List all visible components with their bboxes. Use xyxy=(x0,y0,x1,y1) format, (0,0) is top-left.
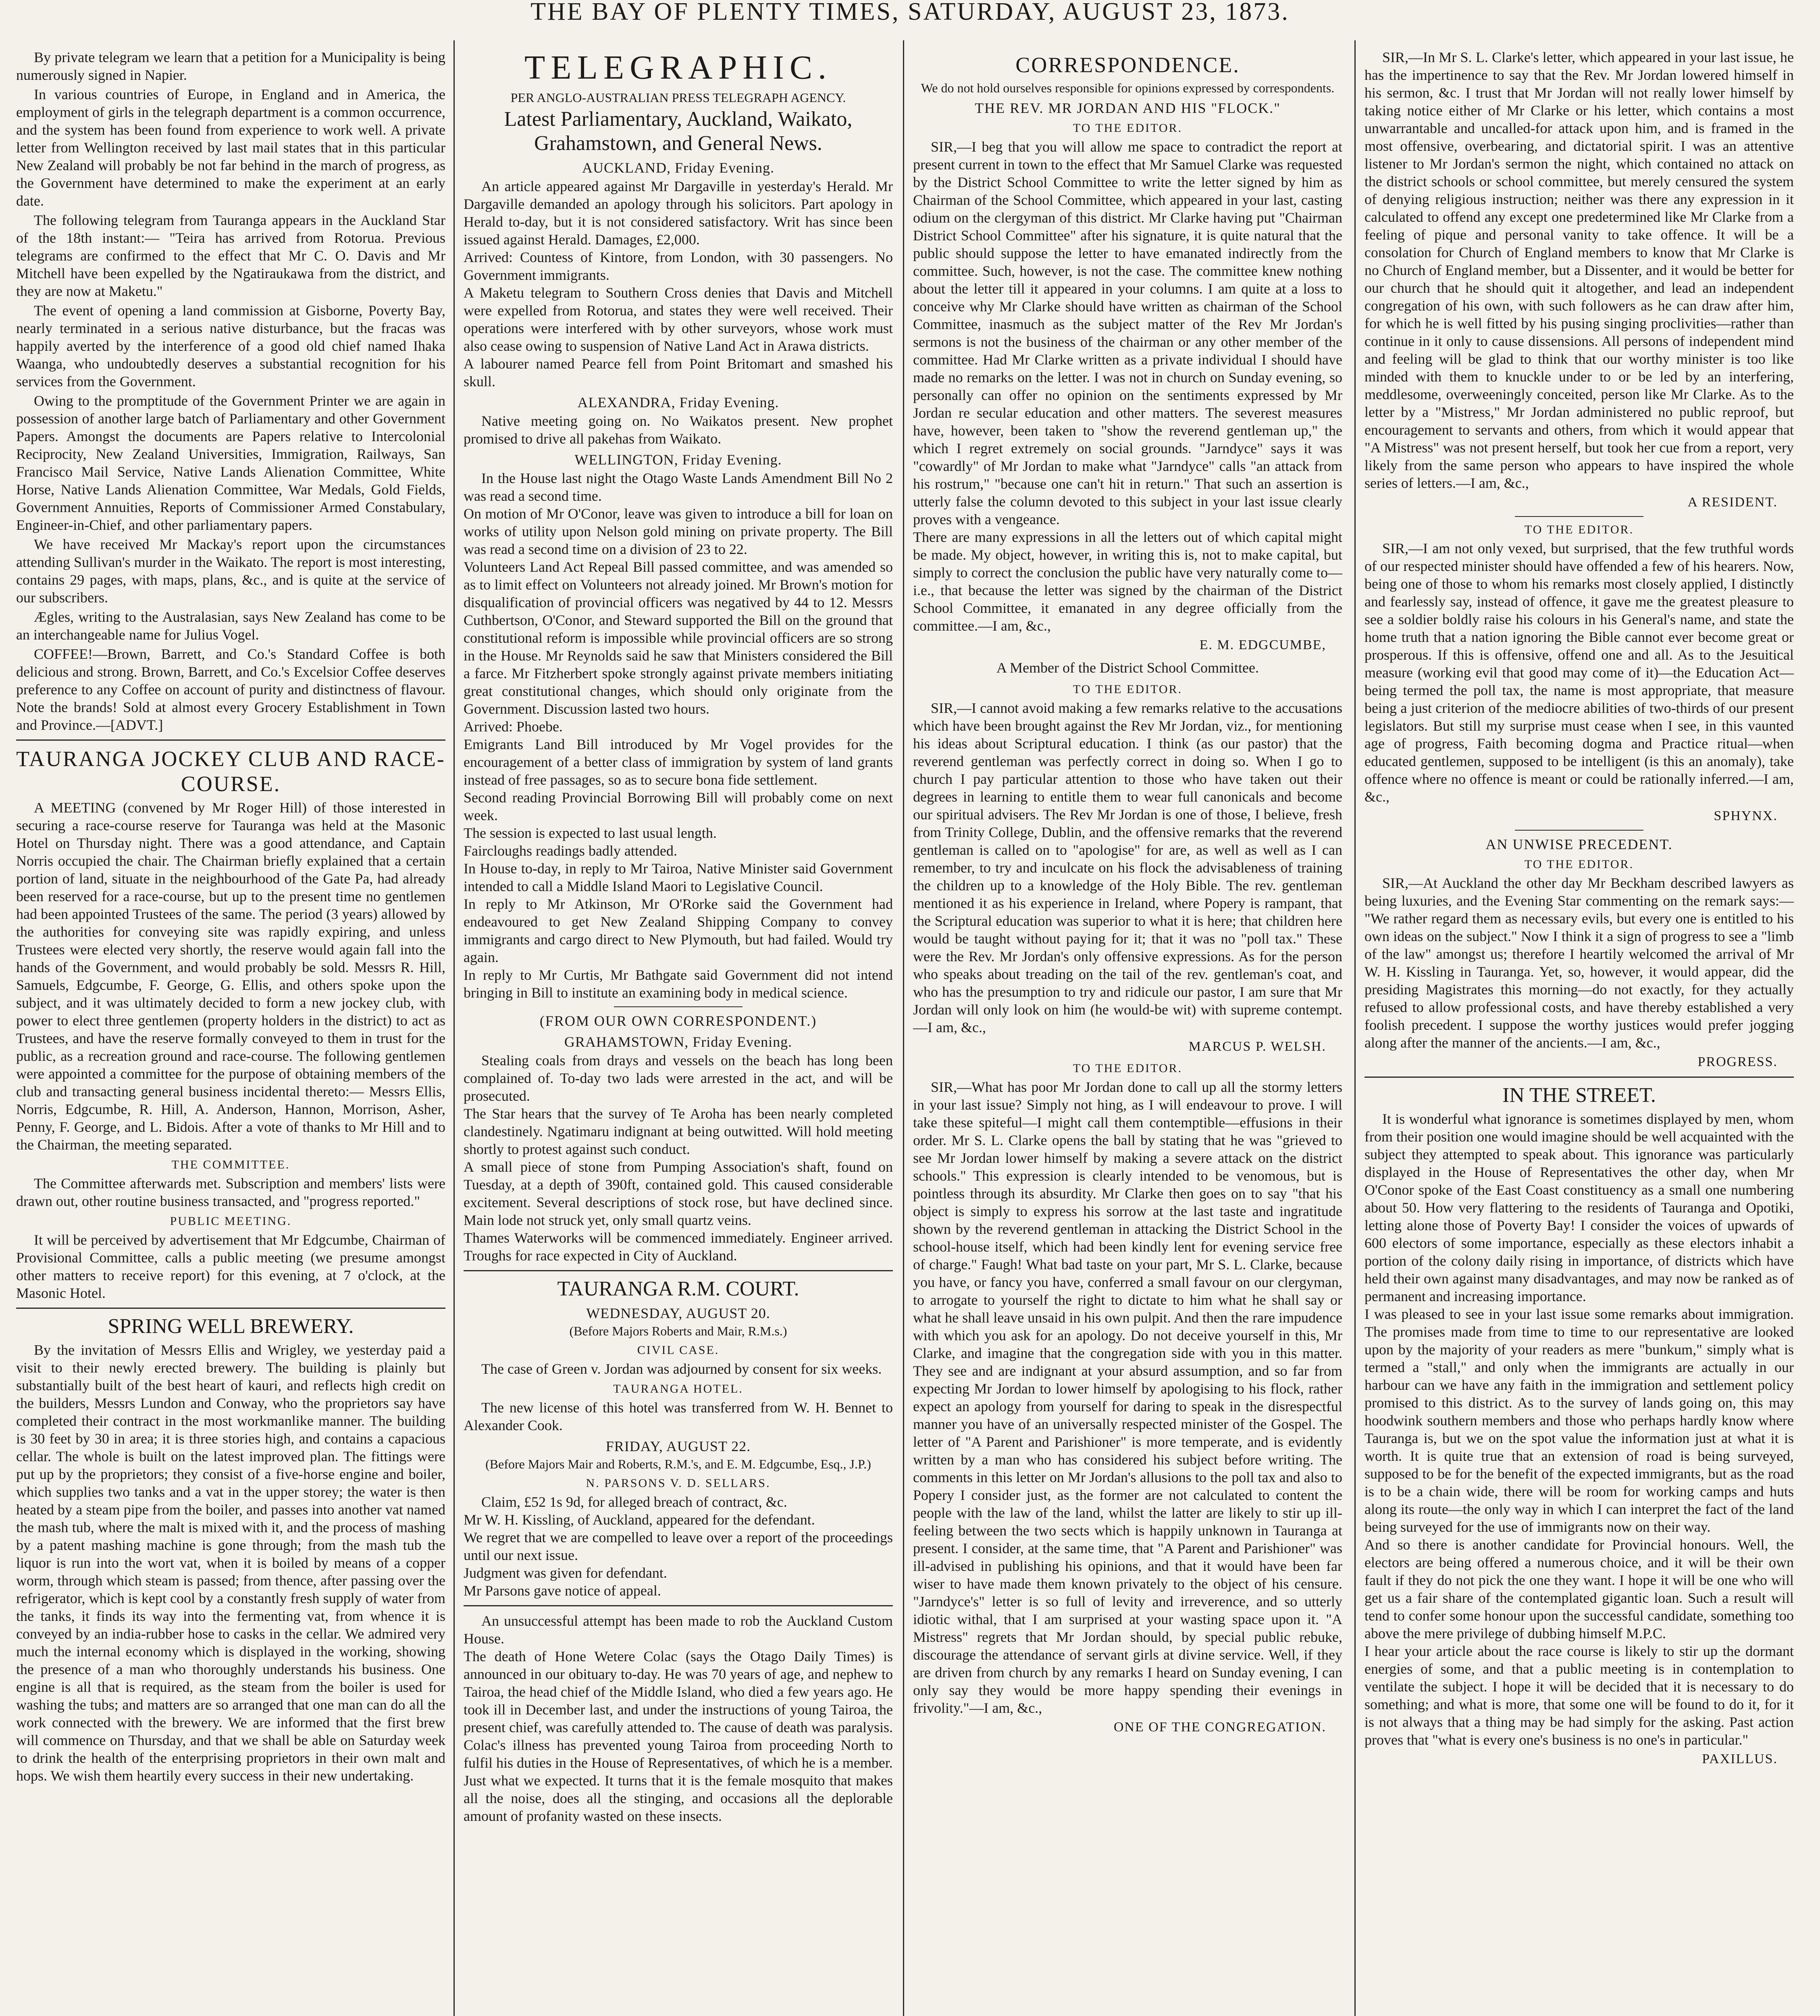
article-body: The Committee afterwards met. Subscription and members' lists were drawn out, other routine business transacted, and "progress reported." xyxy=(16,1175,445,1209)
to-the-editor: TO THE EDITOR. xyxy=(1073,121,1183,135)
article-body: In the House last night the Otago Waste Lands Amendment Bill No 2 was read a second time. On motion of Mr O'Conor, leave was given to introduce a bill for loan on works of utility upon Nelson gold mining on private property. The Bill was read a second time on a division of 23 to 22. Volunteers Land Act Repeal Bill passed committee, and was amended so as to limit effect on Volunteers not already joined. Mr Brown's motion for disqualification of provincial officers was negatived by 44 to 12. Messrs Cuthbertson, O'Conor, and Steward supported the Bill on the ground that constitutional reform is impossible while provincial officers are so strong in the House. Mr Reynolds said he saw that Ministers considered the Bill a farce. Mr Fitzherbert spoke strongly against private members initiating great constitutional changes, which should only originate from the Government. Discussion lasted two hours. Arrived: Phoebe. Emigrants Land Bill introduced by Mr Vogel provides for the encouragement of a better class of immigration by system of land grants instead of free passages, so as to secure bona fide settlement. Second reading Provincial Borrowing Bill will probably come on next week. The session is expected to last usual length. Faircloughs readings badly attended. In House to-day, in reply to Mr Tairoa, Native Minister said Government intended to call a Middle Island Maori to Legislative Council. In reply to Mr Atkinson, Mr O'Rorke said the Government had endeavoured to get New Zealand Shipping Company to convey immigrants and cargo direct to New Plymouth, but had failed. Would try again. In reply to Mr Curtis, Mr Bathgate said Government did not intend bringing in Bill to institute an examining body in medical science. xyxy=(464,470,893,1001)
case-subhead: N. PARSONS V. D. SELLARS. xyxy=(586,1477,771,1490)
signature: E. M. EDGCUMBE, xyxy=(1199,637,1326,652)
signature-title: A Member of the District School Committee. xyxy=(996,660,1259,676)
dateline-alexandra: ALEXANDRA, Friday Evening. xyxy=(577,394,779,410)
dateline-wellington: WELLINGTON, Friday Evening. xyxy=(574,452,782,468)
article-body: An unsuccessful attempt has been made to rob the Auckland Custom House. The death of Hone Wetere Colac (says the Otago Daily Times) is announced in our obituary to-day. He was 70 years of age, and nephew to Tairoa, the head chief of the Middle Island, who died a few years ago. He took ill in December last, and under the instructions of young Tairoa, the present chief, was carefully attended to. The cause of death was paralysis. Colac's illness has prevented young Tairoa from proceeding North to fulfil his duties in the House of Representatives, of which he is a member. Just what we expected. It turns that it is the female mosquito that makes all the noise, does all the stinging, and occasions all the deplorable amount of profanity wasted on these insects. xyxy=(464,1613,893,1824)
unwise-precedent-headline: AN UNWISE PRECEDENT. xyxy=(1485,836,1673,852)
dateline-grahamstown: GRAHAMSTOWN, Friday Evening. xyxy=(564,1034,792,1050)
column-rule xyxy=(903,40,904,2016)
column-2 xyxy=(464,48,896,2016)
letter-body: SIR,—What has poor Mr Jordan done to call up all the stormy letters in your last issue? Simply not hing, as I will endeavour to prove. I will take these spiteful—I might call them contemptible—effusions in their order. Mr S. L. Clarke opens the ball by stating that he was "grieved to see Mr Jordan lower himself by making a severe attack on the district schools." This expression is clearly intended to be venomous, but is pointless through its absurdity. Mr Clarke then goes on to say "that his object is simply to express his sorrow at the last taste and ingratitude shown by the reverend gentleman in attacking the District School in the school-house itself, which had been kindly lent for evening service free of charge." Faugh! What bad taste on your part, Mr S. L. Clarke, because you have, or fancy you have, conferred a small favour on our clergyman, to arrogate to yourself the right to dictate to him what he shall say or what he shall leave unsaid in his own pulpit. And then the rare impudence with which you ask for an apology. Do not deceive yourself in this, Mr Clarke, and imagine that the congregation side with you in this matter. They see and are indignant at your absurd assumption, and so far from expecting Mr Jordan to lower himself by apologising to his flock, rather expect an apology from yourself for daring to speak in the disrespectful manner you have of an universally respected minister of the Gospel. The letter of "A Parent and Parishioner" is more temperate, and is evidently written by a man who has considered his subject before writing. The comments in this letter on Mr Jordan's allusions to the poll tax and also to Popery I consider just, as the former are not calculated to content the people with the law of the land, whilst the latter are likely to stir up ill-feeling between the two sects which is happily unknown in Tauranga at present. I consider, at the same time, that "A Parent and Parishioner" was ill-advised in publishing his opinions, and that it would have been far wiser to have made them known privately to the object of his censure. "Jarndyce's" letter is so full of levity and irreverence, and so utterly idiotic withal, that I am surprised at your wasting space upon it. "A Mistress" regrets that Mr Jordan should, by special public rebuke, discourage the attendance of servant girls at divine service. Well, if they are driven from church by any remarks I heard on Sunday evening, I can only say they would be more happy spending their evenings in frivolity."—I am, &c., xyxy=(913,1079,1342,1716)
letter-body: SIR,—I cannot avoid making a few remarks relative to the accusations which have been brought against the Rev Mr Jordan, viz., for mentioning his ideas about Scriptural education. I think (as our pastor) that the reverend gentleman was perfectly correct in doing so. When I go to church I pay particular attention to those who have taken out their degrees in learning to entitle them to wear full canonicals and become our spiritual advisers. The Rev Mr Jordan is one of those, I believe, fresh from Trinity College, Dublin, and the offensive remarks that the reverend gentleman is called on to "apologise" for are, as well as well as I can remember, to try and inculcate on his flock the advisableness of training the children up to a knowledge of the Holy Bible. The rev. gentleman mentioned it as his experience in Ireland, where Popery is rampant, that the Scriptural education was superior to what it is here; that children here would be taught without paying for it; that it was no "poll tax." These were the Rev. Mr Jordan's only offensive expressions. As for the person who speaks about treading on the tail of the rev. gentleman's coat, and who has the presumption to try and ridicule our pastor, I am sure that Mr Jordan will only look on him (he would-be wit) with supreme contempt.—I am, &c., xyxy=(913,700,1342,1035)
article-body: The case of Green v. Jordan was adjourned by consent for six weeks. xyxy=(481,1361,882,1377)
paragraph: In various countries of Europe, in England and in America, the employment of girls in the telegraph department is a common occurrence, and the system has been found from experience to work well. A private letter from Wellington received by last mail states that in this particular New Zealand will probably be not far behind in the march of progress, as the Government have determined to make the experiment at an early date. xyxy=(16,86,445,209)
paragraph: By private telegram we learn that a petition for a Municipality is being numerously signed in Napier. xyxy=(16,49,445,83)
own-correspondent-line: (FROM OUR OWN CORRESPONDENT.) xyxy=(539,1013,817,1029)
public-meeting-subhead: PUBLIC MEETING. xyxy=(170,1214,292,1228)
divider xyxy=(16,1308,445,1309)
to-the-editor: TO THE EDITOR. xyxy=(1073,683,1183,696)
letter-body: SIR,—I beg that you will allow me space to contradict the report at present current in town to the effect that Mr Samuel Clarke was requested by the District School Committee to write the letter signed by him as Chairman of the School Committee, which appeared in your last, casting odium on the clergyman of this district. Mr Clarke having put "Chairman District School Committee" after his signature, it is quite natural that the public should suppose the letter to have emanated indirectly from the committee. Such, however, is not the case. The committee knew nothing about the letter till it appeared in your columns. I am quite at a loss to conceive why Mr Clarke should have written as chairman of the School Committee, inasmuch as the subject matter of the Rev Mr Jordan's sermons is not the business of the chairman or any other member of the committee. Had Mr Clarke written as a private individual I should have made no remarks on the letter. I was not in church on Sunday evening, so personally can offer no opinion on the sentiments expressed by Mr Jordan re secular education and other matters. The severest measures have, however, been taken to "show the reverend gentleman up," the which I regret extremely on social grounds. "Jarndyce" says it was "cowardly" of Mr Jordan to make what "Jarndyce" calls "an attack from his rostrum," "because one can't hit in return." That such an assertion is utterly false the column devoted to this subject in your last issue clearly proves with a vengeance. There are many expressions in all the letters out of which capital might be made. My object, however, in writing this is, not to make capital, but simply to correct the conclusion the public have very naturally come to—i.e., that because the letter was signed by the chairman of the District School Committee, it emanated in any degree officially from the committee.—I am, &c., xyxy=(913,139,1342,634)
column-3 xyxy=(913,48,1342,2016)
dateline-auckland: AUCKLAND, Friday Evening. xyxy=(582,160,774,176)
letter-body: SIR,—In Mr S. L. Clarke's letter, which appeared in your last issue, he has the impertinence to say that the Rev. Mr Jordan lowered himself in his sermon, &c. I trust that Mr Jordan will not really lower himself by taking notice either of Mr Clarke or his letter, which contains a most unwarrantable and uncalled-for attack upon him, and is framed in the most offensive, overbearing, and dictatorial spirit. I was an attentive listener to Mr Jordan's sermon the night, which contained no attack on the district schools or school committee, but merely censured the system of denying religious instruction; neither was there any expression in it calculated to offend any except one predetermined like Mr Clarke from a feeling of pique and personal vanity to take offence. It will be a consolation for Church of England members to know that Mr Clarke is no Church of England member, but a Dissenter, and it would be better for our church that he should quit it altogether, and lead an independent congregation of his own, with such followers as he can draw after him, for which he is well fitted by his pusing singing proclivities—rather than continue in it only to cause dissensions. All persons of independent mind and feeling will be glad to think that our worthy minister is too like minded with them to knuckle under to or be led by an interfering, meddlesome, overweeningly conceited, person like Mr Clarke. As to the letter by a "Mistress," Mr Jordan administered no public reproof, but encouragement to servants and others, from which it would appear that "A Mistress" was not present herself, but took her cue from a report, very likely from the same person who appears to have inspired the whole series of letters.—I am, &c., xyxy=(1364,49,1794,491)
telegraphic-headline: TELEGRAPHIC. xyxy=(524,49,832,86)
brewery-headline: SPRING WELL BREWERY. xyxy=(108,1315,354,1338)
signature: PROGRESS. xyxy=(1697,1054,1778,1069)
divider xyxy=(1364,1077,1794,1078)
article-body: It is wonderful what ignorance is sometimes displayed by men, whom from their position one would imagine should be well acquainted with the subject they attempted to speak about. This ignorance was particularly displayed in the House of Representatives the other day, when Mr O'Conor spoke of the East Coast constituency as a small one numbering about 50. How very flattering to the residents of Tauranga and Opotiki, letting alone those of Poverty Bay! I consider the voices of upwards of 600 electors of some importance, especially as these electors inhabit a portion of the colony daily rising in importance, of districts which have held their own against many disadvantages, and may now be ranked as of permanent and increasing importance. I was pleased to see in your last issue some remarks about immigration. The promises made from time to time to our representative are looked upon by the majority of your readers as mere "bunkum," simply what is termed a "stall," and only when the immigrants are actually in our harbour can we have any faith in the immigration and settlement policy promised to this district. As to the survey of lands going on, this may hoodwink southern members and those who perhaps hardly know where Tauranga is, but we on the spot value the information just at what it is worth. It is quite true that an extension of road is being surveyed, supposed to be for the benefit of the expected immigrants, but as the road is to be a chain wide, there will be room for working camps and huts along its route—the only way in which I can interpret the fact of the land being surveyed for the use of immigrants now on their way. And so there is another candidate for Provincial honours. Well, the electors are being offered a numerous choice, and it will be their own fault if they do not pick the one they want. I hope it will be one who will get us a fair share of the contemplated gigantic loan. Such a result will tend to confer some honour upon the successful candidate, something too above the mere privilege of dubbing himself M.P.C. I hear your article about the race course is likely to stir up the dormant energies of some, and that a public meeting is in contemplation to ventilate the subject. I hope it will be decided that it is necessary to do something; and what is more, that some one will be found to do it, for it is not always that a thing may be had simply for the asking. Past action proves that "what is every one's business is no one's in particular." xyxy=(1364,1111,1794,1748)
divider xyxy=(464,1270,893,1271)
paragraph: Ægles, writing to the Australasian, says New Zealand has come to be an interchangeable name for Julius Vogel. xyxy=(16,609,445,643)
divider xyxy=(16,739,445,741)
civil-case-subhead: CIVIL CASE. xyxy=(637,1343,720,1357)
in-the-street-headline: IN THE STREET. xyxy=(1502,1084,1656,1107)
jockey-club-headline: TAURANGA JOCKEY CLUB AND RACE-COURSE. xyxy=(16,747,445,796)
court-bench: (Before Majors Mair and Roberts, R.M.'s, and E. M. Edgcumbe, Esq., J.P.) xyxy=(485,1457,871,1471)
column-rule xyxy=(453,40,455,2016)
to-the-editor: TO THE EDITOR. xyxy=(1524,858,1634,871)
signature: SPHYNX. xyxy=(1714,808,1778,823)
article-body: An article appeared against Mr Dargaville in yesterday's Herald. Mr Dargaville demanded an apology through his solicitors. Part apology in Herald to-day, but it is not considered satisfactory. Writ has since been issued against Herald. Damages, £2,000. Arrived: Countess of Kintore, from London, with 30 passengers. No Government immigrants. A Maketu telegram to Southern Cross denies that Davis and Mitchell were expelled from Rotorua, and states they were well received. Their operations were interfered with by other surveyors, whose work must also cease owing to suspension of Native Land Act in Arawa districts. A labourer named Pearce fell from Point Britomart and smashed his skull. xyxy=(464,178,893,389)
committee-subhead: THE COMMITTEE. xyxy=(171,1158,290,1171)
disclaimer: We do not hold ourselves responsible for opinions expressed by correspondents. xyxy=(921,81,1335,95)
court-bench: (Before Majors Roberts and Mair, R.M.s.) xyxy=(569,1324,787,1338)
advertisement: COFFEE!—Brown, Barrett, and Co.'s Standard Coffee is both delicious and strong. Brown, Barrett, and Co.'s Excelsior Coffee deserves preference to any Coffee on account of purity and distinctness of flavour. Note the brands! Sold at almost every Grocery Establishment in Town and Province.—[ADVT.] xyxy=(16,646,445,733)
telegraphic-subtitle: Latest Parliamentary, Auckland, Waikato, Grahamstown, and General News. xyxy=(504,108,853,155)
column-rule xyxy=(1354,40,1356,2016)
letter-body: SIR,—At Auckland the other day Mr Beckham described lawyers as being luxuries, and the Evening Star commenting on the remark says:— "We rather regard them as necessary evils, but every one is entitled to his own ideas on the subject." Now I think it a sign of progress to see a "limb of the law" amongst us; therefore I heartily welcomed the arrival of Mr W. H. Kissling in Tauranga. Yet, so, however, it would appear, did the presiding Magistrates this morning—do not exactly, for they actually refused to allow professional costs, and have thereby established a very foolish precedent. I suppose the worthy justices would prefer jogging along after the manner of the ancients.—I am, &c., xyxy=(1364,875,1794,1051)
signature: PAXILLUS. xyxy=(1702,1752,1778,1766)
court-date: WEDNESDAY, AUGUST 20. xyxy=(586,1305,770,1321)
article-body: Stealing coals from drays and vessels on the beach has long been complained of. To-day two lads were arrested in the act, and will be prosecuted. The Star hears that the survey of Te Aroha has been nearly completed clandestinely. Ngatimaru indignant at being outwitted. Will hold meeting shortly to protest against such conduct. A small piece of stone from Pumping Association's shaft, found on Tuesday, at a depth of 390ft, contained gold. This caused considerable excitement. Several descriptions of stock rose, but have declined since. Main lode not struck yet, only small quartz veins. Thames Waterworks will be commenced immediately. Engineer arrived. Troughs for race expected in City of Auckland. xyxy=(464,1052,893,1264)
paragraph: We have received Mr Mackay's report upon the circumstances attending Sullivan's murder in the Waikato. The report is most interesting, contains 29 pages, with maps, plans, &c., and is quite at the service of our subscribers. xyxy=(16,536,445,606)
column-1 xyxy=(16,48,445,2016)
paragraph: The following telegram from Tauranga appears in the Auckland Star of the 18th instant:— "Teira has arrived from Rotorua. Previous telegrams are confirmed to the effect that Mr C. O. Davis and Mr Mitchell have been expelled by the Ngatiraukawa from the district, and they are now at Maketu." xyxy=(16,212,445,299)
divider xyxy=(1515,516,1644,517)
signature: ONE OF THE CONGREGATION. xyxy=(1113,1720,1326,1735)
court-headline: TAURANGA R.M. COURT. xyxy=(557,1277,799,1300)
signature: A RESIDENT. xyxy=(1687,495,1778,510)
article-body: It will be perceived by advertisement that Mr Edgcumbe, Chairman of Provisional Committee, calls a public meeting (we presume amongst other matters to receive report) for this evening, at 7 o'clock, at the Masonic Hotel. xyxy=(16,1232,445,1301)
to-the-editor: TO THE EDITOR. xyxy=(1073,1062,1183,1075)
divider xyxy=(464,1605,893,1606)
article-body: Claim, £52 1s 9d, for alleged breach of contract, &c. Mr W. H. Kissling, of Auckland, appeared for the defendant. We regret that we are compelled to leave over a report of the proceedings until our next issue. Judgment was given for defendant. Mr Parsons gave notice of appeal. xyxy=(464,1494,893,1599)
paragraph: Owing to the promptitude of the Government Printer we are again in possession of another large batch of Parliamentary and other Government Papers. Amongst the documents are Papers relative to Intercolonial Reciprocity, New Zealand Universities, Immigration, Railways, San Francisco Mail Service, Native Lands Alienation Committee, White Horse, Native Lands Alienation Committee, War Medals, Gold Fields, Government Annuities, Reports of Commissioner Armed Constabulary, Engineer-in-Chief, and other parliamentary papers. xyxy=(16,393,445,533)
agency-line: PER ANGLO-AUSTRALIAN PRESS TELEGRAPH AGENCY. xyxy=(510,90,846,105)
hotel-subhead: TAURANGA HOTEL. xyxy=(613,1382,743,1395)
article-body: The new license of this hotel was transferred from W. H. Bennet to Alexander Cook. xyxy=(464,1400,893,1433)
to-the-editor: TO THE EDITOR. xyxy=(1524,523,1634,536)
paragraph: The event of opening a land commission at Gisborne, Poverty Bay, nearly terminated in a serious native disturbance, but the fracas was happily averted by the interference of a good old chief named Ihaka Waanga, who undoubtedly deserves a substantial recognition for his services from the Government. xyxy=(16,302,445,389)
correspondence-subtitle: THE REV. MR JORDAN AND HIS "FLOCK." xyxy=(975,100,1281,116)
divider xyxy=(614,1006,743,1007)
article-body: By the invitation of Messrs Ellis and Wrigley, we yesterday paid a visit to their newly erected brewery. The building is plainly but substantially built of the best heart of kauri, and reflects high credit on the builders, Messrs Lundon and Conway, who the proprietors say have completed their contract in the most workmanlike manner. The building is 30 feet by 30 in area; it is three stories high, and contains a capacious cellar. The whole is built on the latest improved plan. The fittings were put up by the proprietors; they consist of a five-horse engine and boiler, which supplies two tanks and a vat in the upper storey; the water is then heated by a steam pipe from the boiler, and passes into another vat named the mash tub, where the malt is mixed with it, and the process of mashing by a patent mashing machine is gone through; from the mash tub the liquor is run into the wort vat, when it is boiled by means of a copper worm, through which steam is passed; from thence, after passing over the refrigerator, which is kept cool by a constantly fresh supply of water from the tanks, it finds its way into the fermenting vat, from whence it is conveyed by an india-rubber hose to casks in the cellar. We admired very much the internal economy which is displayed in the working, showing the presence of a man who thoroughly understands his business. One engine is all that is required, as the steam from the boiler is used for washing the tubs; and matters are so arranged that one man can do all the work connected with the brewery. We are informed that the first brew will commence on Thursday, and that we shall be able on Saturday week to drink the health of the enterprising proprietors in their own malt and hops. We wish them heartily every success in their new undertaking. xyxy=(16,1342,445,1784)
signature: MARCUS P. WELSH. xyxy=(1188,1039,1326,1054)
article-body: A MEETING (convened by Mr Roger Hill) of those interested in securing a race-course reserve for Tauranga was held at the Masonic Hotel on Thursday night. There was a good attendance, and Captain Norris occupied the chair. The Chairman briefly explained that a certain portion of land, situate in the neighbourhood of the Gate Pa, had already been reserved for a race-course, but up to the present time no gentlemen had been appointed Trustees of the same. The period (3 years) allowed by the authorities for conveying site was rapidly expiring, and unless Trustees were elected very shortly, the reserve would again fall into the hands of the Government, and would probably be sold. Messrs R. Hill, Samuels, Edgcumbe, F. George, G. Ellis, and others spoke upon the subject, and it was ultimately decided to form a new jockey club, with power to elect three gentlemen (property holders in the district) to act as Trustees, and have the reserve formally conveyed to them in trust for the public, as a recreation ground and race-course. The following gentlemen were appointed a committee for the purpose of obtaining members of the club and transacting general business incidental thereto:— Messrs Ellis, Norris, Edgcumbe, R. Hill, A. Anderson, Hannon, Morrison, Asher, Penny, F. George, and L. Bidois. After a vote of thanks to Mr Hill and to the Chairman, the meeting separated. xyxy=(16,800,445,1153)
letter-body: SIR,—I am not only vexed, but surprised, that the few truthful words of our respected minister should have offended a few of his hearers. Now, being one of those to whom his remarks most closely applied, I distinctly and fearlessly say, instead of offence, it gave me the greatest pleasure to see a soldier boldly raise his colours in his General's name, and state the home truth that a nation ignoring the Bible cannot ever become great or prosperous. If this is offensive, offend one and all. As to the Jesuitical measure (working evil that good may come of it)—the Education Act—being termed the poll tax, the name is most appropriate, that measure being a just criterion of the mediocre abilities of two-thirds of our present legislators. But still my surprise must cease when I see, in this vaunted age of progress, Faith becoming dogma and Practice ritual—when educated gentlemen, supposed to be intelligent (is this an anomaly), take offence where no offence is meant or could be rationally inferred.—I am, &c., xyxy=(1364,540,1794,805)
masthead: THE BAY OF PLENTY TIMES, SATURDAY, AUGUST 23, 1873. xyxy=(530,0,1290,25)
court-date: FRIDAY, AUGUST 22. xyxy=(605,1438,751,1454)
column-4 xyxy=(1364,48,1794,2016)
correspondence-headline: CORRESPONDENCE. xyxy=(1015,53,1240,77)
divider xyxy=(1515,830,1644,831)
article-body: Native meeting going on. No Waikatos present. New prophet promised to drive all pakehas from Waikato. xyxy=(464,413,896,447)
